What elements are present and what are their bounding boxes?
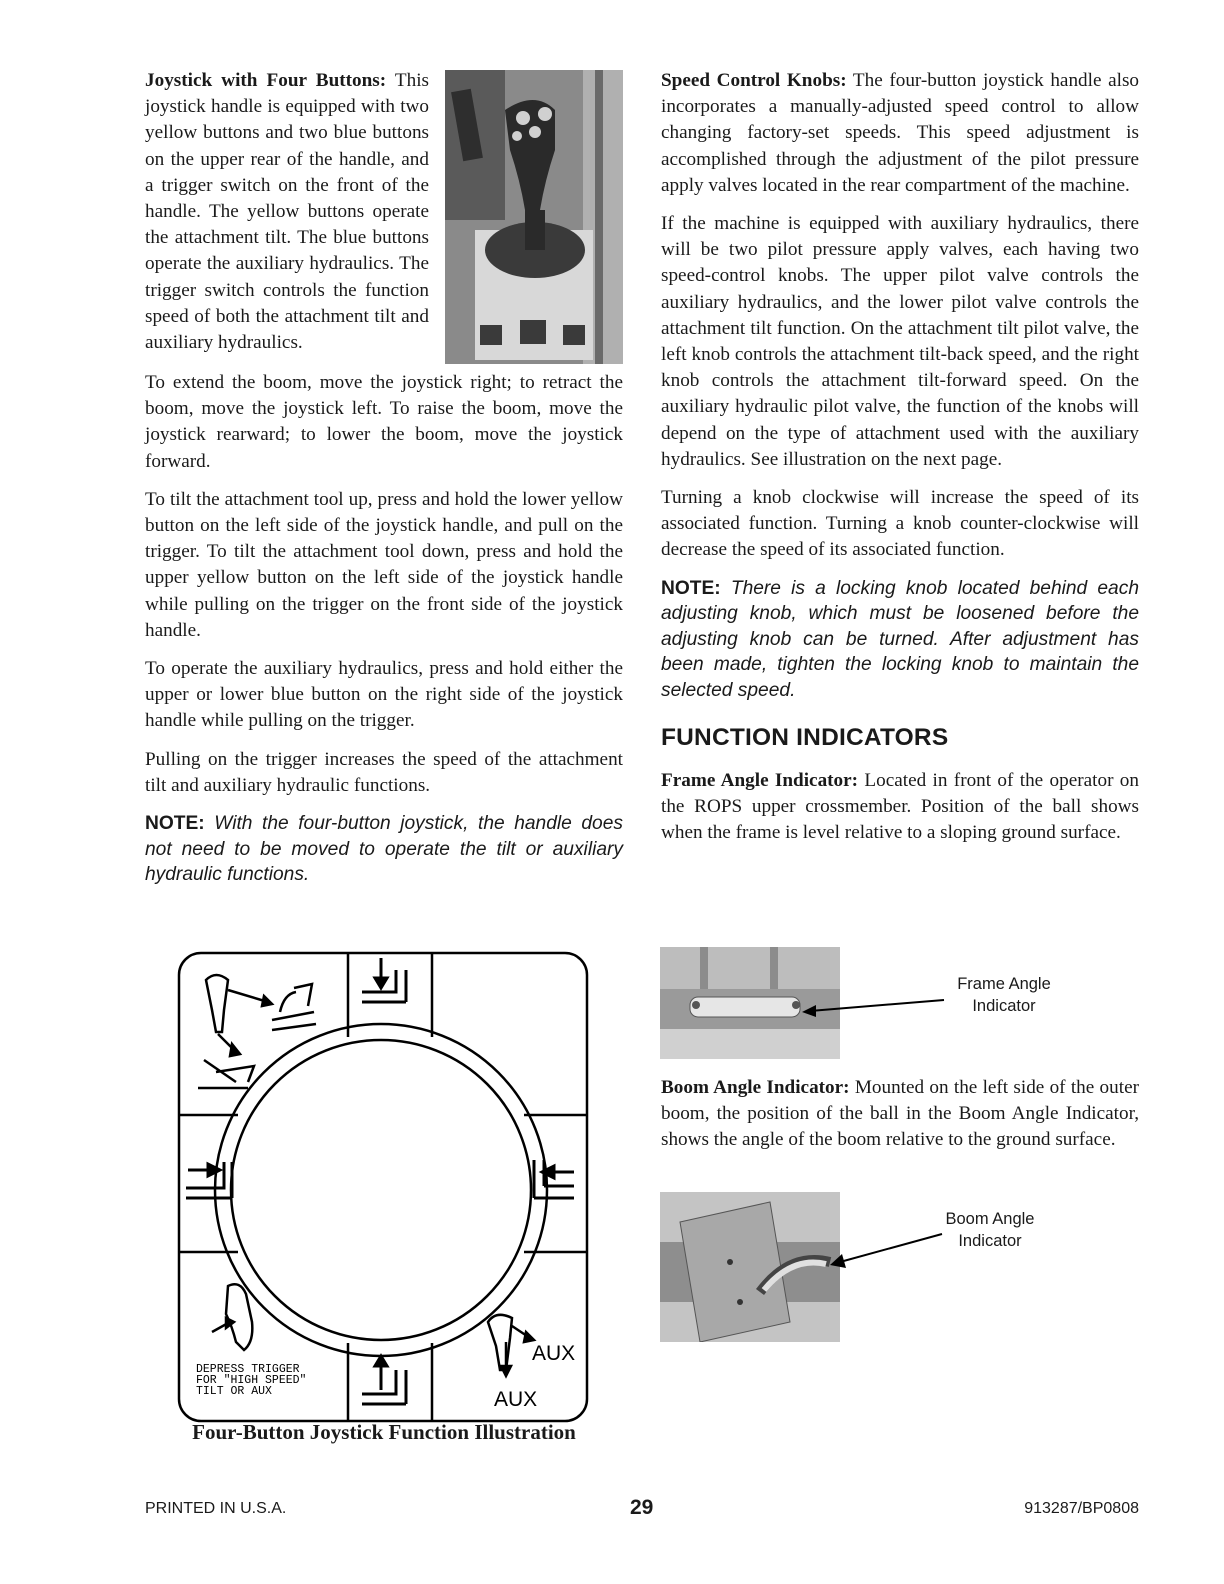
boom-angle-label: Boom Angle Indicator xyxy=(945,1210,1035,1250)
diagram-trigger-note-2: FOR "HIGH SPEED" xyxy=(196,1374,307,1387)
diagram-trigger-note-1: DEPRESS TRIGGER xyxy=(196,1363,300,1376)
raise-boom-symbol xyxy=(362,1356,406,1404)
trigger-paragraph: Pulling on the trigger increases the speed of the attachment tilt and auxiliary hydraulic functions. xyxy=(145,748,623,796)
tilt-symbols xyxy=(198,975,316,1088)
joystick-photo xyxy=(445,70,623,364)
right-note: NOTE: There is a locking knob located behind each adjusting knob, which must be loosened before the adjusting knob can be turned. After adjustment has been made, tighten the locking knob to maintain the selected speed. xyxy=(661,577,1139,702)
boom-angle-figure xyxy=(660,1192,1140,1342)
frame-angle-leader xyxy=(660,947,1140,1059)
right-column xyxy=(661,68,1139,858)
page-number: 29 xyxy=(630,1496,654,1519)
boom-angle-paragraph: Boom Angle Indicator: Mounted on the left side of the outer boom, the position of the ball in the Boom Angle Indicator, shows the angle of the boom relative to the ground surface. xyxy=(661,1077,1139,1151)
retract-boom-symbol xyxy=(534,1160,574,1198)
footer-printed: PRINTED IN U.S.A. xyxy=(145,1500,287,1517)
aux-symbol xyxy=(488,1315,534,1376)
speed-control-paragraph: Speed Control Knobs: The four-button joystick handle also incorporates a manually-adjusted speed control to allow changing factory-set speeds. This speed adjustment is accomplished through the adjustment of the pilot pressure apply valves located in the rear compartment of the machine. xyxy=(661,70,1140,196)
turning-paragraph: Turning a knob clockwise will increase the speed of its associated function. Turning a knob counter-clockwise will decrease the speed of its associated function. xyxy=(661,487,1139,561)
boom-angle-section xyxy=(661,1075,1139,1166)
left-column xyxy=(145,68,623,902)
joystick-intro: Joystick with Four Buttons: This joystick handle is equipped with two yellow buttons and two blue buttons on the upper rear of the handle, and a trigger switch on the front of the handle. The yellow buttons operate the attachment tilt. The blue buttons operate the auxiliary hydraulics. The trigger switch controls the function speed of both the attachment tilt and auxiliary hydraulics. xyxy=(145,70,429,354)
diagram-aux-right: AUX xyxy=(532,1342,576,1365)
diagram-trigger-note-3: TILT OR AUX xyxy=(196,1385,272,1398)
function-indicators-heading: FUNCTION INDICATORS xyxy=(661,723,949,751)
footer-doc-id: 913287/BP0808 xyxy=(1024,1500,1139,1517)
left-note: NOTE: With the four-button joystick, the handle does not need to be moved to operate the tilt or auxiliary hydraulic functions. xyxy=(145,813,623,886)
extend-boom-symbol xyxy=(186,1162,232,1198)
lower-boom-symbol xyxy=(362,958,406,1002)
frame-angle-label: Frame Angle Indicator xyxy=(957,975,1051,1015)
boom-angle-leader xyxy=(660,1192,1140,1342)
trigger-symbol xyxy=(212,1284,252,1350)
tilt-paragraph: To tilt the attachment tool up, press and hold the lower yellow button on the left side of the joystick handle, and pull on the trigger. To tilt the attachment tool down, press and hold the upper yellow button on the left side of the joystick handle while pulling on the trigger on the front side of the joystick handle. xyxy=(145,488,623,641)
extend-boom-paragraph: To extend the boom, move the joystick right; to retract the boom, move the joystick left. To raise the boom, move the joystick rearward; to lower the boom, move the joystick forward. xyxy=(145,372,623,472)
aux-paragraph: To operate the auxiliary hydraulics, press and hold either the upper or lower blue button on the right side of the joystick handle while pulling on the trigger. xyxy=(145,658,623,732)
frame-angle-figure xyxy=(660,947,1140,1059)
diagram-aux-bottom: AUX xyxy=(494,1388,538,1411)
frame-angle-paragraph: Frame Angle Indicator: Located in front of the operator on the ROPS upper crossmember. Position of the ball shows when the frame is level relative to a sloping ground surface. xyxy=(661,769,1139,844)
joystick-function-diagram xyxy=(176,950,590,1424)
diagram-caption: Four-Button Joystick Function Illustration xyxy=(192,1420,576,1444)
aux-valves-paragraph: If the machine is equipped with auxiliary hydraulics, there will be two pilot pressure apply valves, each having two speed-control knobs. The upper pilot valve controls the auxiliary hydraulics, and the lower pilot valve controls the attachment tilt function. On the attachment tilt pilot valve, the left knob controls the attachment tilt-back speed, and the right knob controls the attachment tilt-forward speed. On the auxiliary hydraulic pilot valve, the function of the knobs will depend on the type of attachment used with the auxiliary hydraulics. See illustration on the next page. xyxy=(661,213,1139,470)
